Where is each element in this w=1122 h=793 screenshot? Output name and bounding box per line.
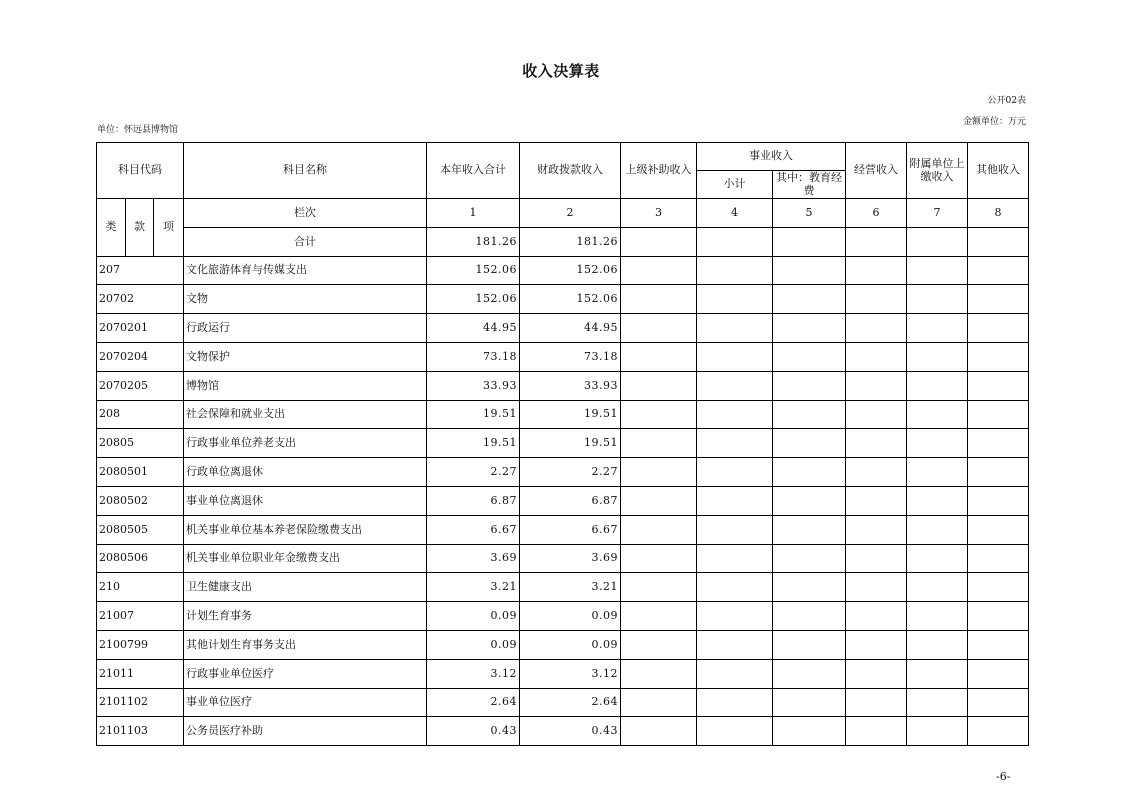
empty-cell (968, 515, 1029, 544)
empty-cell (621, 342, 697, 371)
subject-name: 卫生健康支出 (184, 573, 427, 602)
fiscal-income-value: 3.69 (520, 544, 621, 573)
empty-cell (621, 688, 697, 717)
empty-cell (621, 486, 697, 515)
empty-cell (846, 458, 907, 487)
header-subject-code: 科目代码 (97, 143, 184, 199)
amount-unit: 金额单位：万元 (962, 117, 1026, 127)
empty-cell (697, 630, 773, 659)
total-row (97, 227, 1029, 256)
subject-name: 机关事业单位职业年金缴费支出 (184, 544, 427, 573)
empty-cell (846, 573, 907, 602)
header-affiliated-income: 附属单位上缴收入 (907, 143, 968, 199)
empty-cell (773, 717, 846, 746)
column-index: 1 (427, 199, 520, 228)
table-row (97, 544, 1029, 573)
empty-cell (968, 371, 1029, 400)
column-index: 3 (621, 199, 697, 228)
empty-cell (697, 602, 773, 631)
empty-cell (773, 227, 846, 256)
empty-cell (697, 458, 773, 487)
total-income-value: 152.06 (427, 256, 520, 285)
empty-cell (968, 285, 1029, 314)
subject-code: 2070204 (97, 342, 184, 371)
header-subtotal: 小计 (697, 171, 773, 199)
page-number: -6- (996, 770, 1011, 783)
report-title: 收入决算表 (522, 62, 600, 80)
table-row (97, 602, 1029, 631)
fiscal-income-value: 73.18 (520, 342, 621, 371)
empty-cell (773, 429, 846, 458)
empty-cell (846, 515, 907, 544)
empty-cell (968, 429, 1029, 458)
empty-cell (846, 602, 907, 631)
subject-name: 行政单位离退休 (184, 458, 427, 487)
empty-cell (697, 400, 773, 429)
fiscal-income-value: 0.43 (520, 717, 621, 746)
subject-code: 21011 (97, 659, 184, 688)
empty-cell (968, 342, 1029, 371)
header-other-income: 其他收入 (968, 143, 1029, 199)
empty-cell (697, 659, 773, 688)
empty-cell (846, 717, 907, 746)
empty-cell (697, 371, 773, 400)
empty-cell (846, 256, 907, 285)
fiscal-income-value: 6.87 (520, 486, 621, 515)
empty-cell (773, 342, 846, 371)
empty-cell (621, 400, 697, 429)
empty-cell (907, 285, 968, 314)
table-row (97, 371, 1029, 400)
header-fiscal-income: 财政拨款收入 (520, 143, 621, 199)
empty-cell (968, 544, 1029, 573)
total-income-value: 3.69 (427, 544, 520, 573)
empty-cell (621, 371, 697, 400)
total-income-value: 3.12 (427, 659, 520, 688)
header-superior-subsidy: 上级补助收入 (621, 143, 697, 199)
empty-cell (846, 371, 907, 400)
empty-cell (907, 458, 968, 487)
empty-cell (621, 314, 697, 343)
empty-cell (697, 544, 773, 573)
empty-cell (968, 717, 1029, 746)
total-income-value: 73.18 (427, 342, 520, 371)
header-lei: 类 (97, 199, 126, 257)
fiscal-income-value: 33.93 (520, 371, 621, 400)
total-label: 合计 (184, 227, 427, 256)
empty-cell (697, 285, 773, 314)
total-income-value: 2.64 (427, 688, 520, 717)
empty-cell (907, 486, 968, 515)
subject-name: 行政事业单位医疗 (184, 659, 427, 688)
table-row (97, 688, 1029, 717)
empty-cell (773, 400, 846, 429)
table-row (97, 515, 1029, 544)
empty-cell (621, 717, 697, 746)
empty-cell (697, 256, 773, 285)
total-income-value: 6.67 (427, 515, 520, 544)
table-row (97, 717, 1029, 746)
total-income-value: 0.09 (427, 630, 520, 659)
empty-cell (846, 314, 907, 343)
column-index: 5 (773, 199, 846, 228)
subject-name: 事业单位离退休 (184, 486, 427, 515)
total-income-value: 19.51 (427, 400, 520, 429)
total-income-value: 33.93 (427, 371, 520, 400)
fiscal-income-value: 19.51 (520, 400, 621, 429)
table-row (97, 285, 1029, 314)
empty-cell (621, 227, 697, 256)
table-row (97, 573, 1029, 602)
empty-cell (773, 630, 846, 659)
empty-cell (968, 573, 1029, 602)
empty-cell (907, 400, 968, 429)
table-row (97, 486, 1029, 515)
empty-cell (621, 256, 697, 285)
table-row (97, 400, 1029, 429)
empty-cell (697, 227, 773, 256)
subject-name: 事业单位医疗 (184, 688, 427, 717)
total-income-value: 44.95 (427, 314, 520, 343)
empty-cell (773, 458, 846, 487)
header-operating-income: 经营收入 (846, 143, 907, 199)
column-index: 8 (968, 199, 1029, 228)
fiscal-income-value: 2.64 (520, 688, 621, 717)
empty-cell (846, 400, 907, 429)
empty-cell (773, 486, 846, 515)
reporting-unit: 单位：怀远县博物馆 (97, 125, 179, 135)
empty-cell (968, 602, 1029, 631)
subject-name: 公务员医疗补助 (184, 717, 427, 746)
empty-cell (846, 659, 907, 688)
empty-cell (907, 630, 968, 659)
empty-cell (968, 659, 1029, 688)
subject-name: 行政运行 (184, 314, 427, 343)
empty-cell (773, 515, 846, 544)
subject-code: 20702 (97, 285, 184, 314)
fiscal-income-value: 0.09 (520, 630, 621, 659)
empty-cell (846, 285, 907, 314)
table-row (97, 659, 1029, 688)
table-row (97, 314, 1029, 343)
total-fiscal-value: 181.26 (520, 227, 621, 256)
empty-cell (621, 602, 697, 631)
empty-cell (846, 630, 907, 659)
empty-cell (697, 717, 773, 746)
column-index-label: 栏次 (184, 199, 427, 228)
empty-cell (968, 314, 1029, 343)
subject-code: 2100799 (97, 630, 184, 659)
empty-cell (621, 659, 697, 688)
subject-name: 文物保护 (184, 342, 427, 371)
fiscal-income-value: 6.67 (520, 515, 621, 544)
fiscal-income-value: 152.06 (520, 285, 621, 314)
empty-cell (907, 573, 968, 602)
empty-cell (907, 256, 968, 285)
total-income-value: 0.09 (427, 602, 520, 631)
subject-name: 其他计划生育事务支出 (184, 630, 427, 659)
fiscal-income-value: 2.27 (520, 458, 621, 487)
column-index: 4 (697, 199, 773, 228)
fiscal-income-value: 44.95 (520, 314, 621, 343)
subject-code: 2101103 (97, 717, 184, 746)
empty-cell (697, 515, 773, 544)
column-index: 2 (520, 199, 621, 228)
header-total-income: 本年收入合计 (427, 143, 520, 199)
empty-cell (968, 400, 1029, 429)
table-row (97, 429, 1029, 458)
form-code: 公开02表 (987, 96, 1026, 106)
empty-cell (907, 717, 968, 746)
empty-cell (697, 314, 773, 343)
table-row (97, 630, 1029, 659)
empty-cell (697, 486, 773, 515)
empty-cell (621, 429, 697, 458)
total-income-value: 152.06 (427, 285, 520, 314)
fiscal-income-value: 3.21 (520, 573, 621, 602)
subject-code: 2080505 (97, 515, 184, 544)
income-final-accounts-table (96, 142, 1029, 746)
empty-cell (907, 314, 968, 343)
empty-cell (846, 688, 907, 717)
empty-cell (621, 515, 697, 544)
subject-code: 2070205 (97, 371, 184, 400)
subject-name: 文化旅游体育与传媒支出 (184, 256, 427, 285)
empty-cell (968, 256, 1029, 285)
empty-cell (697, 342, 773, 371)
subject-code: 2080506 (97, 544, 184, 573)
total-income-value: 2.27 (427, 458, 520, 487)
subject-code: 21007 (97, 602, 184, 631)
subject-code: 2080501 (97, 458, 184, 487)
total-income-value: 3.21 (427, 573, 520, 602)
empty-cell (846, 227, 907, 256)
empty-cell (773, 602, 846, 631)
total-income-value: 181.26 (427, 227, 520, 256)
empty-cell (621, 458, 697, 487)
empty-cell (773, 688, 846, 717)
empty-cell (907, 371, 968, 400)
empty-cell (907, 515, 968, 544)
empty-cell (907, 602, 968, 631)
subject-code: 20805 (97, 429, 184, 458)
subject-code: 2101102 (97, 688, 184, 717)
empty-cell (907, 544, 968, 573)
empty-cell (846, 486, 907, 515)
empty-cell (697, 429, 773, 458)
subject-code: 207 (97, 256, 184, 285)
empty-cell (907, 429, 968, 458)
empty-cell (907, 688, 968, 717)
fiscal-income-value: 0.09 (520, 602, 621, 631)
header-xiang: 项 (154, 199, 184, 257)
total-income-value: 19.51 (427, 429, 520, 458)
table-row (97, 256, 1029, 285)
fiscal-income-value: 19.51 (520, 429, 621, 458)
subject-name: 机关事业单位基本养老保险缴费支出 (184, 515, 427, 544)
table-row (97, 458, 1029, 487)
header-subject-name: 科目名称 (184, 143, 427, 199)
empty-cell (621, 544, 697, 573)
empty-cell (697, 573, 773, 602)
header-business-income: 事业收入 (697, 143, 846, 171)
header-kuan: 款 (126, 199, 154, 257)
fiscal-income-value: 3.12 (520, 659, 621, 688)
empty-cell (773, 573, 846, 602)
subject-code: 210 (97, 573, 184, 602)
empty-cell (907, 227, 968, 256)
empty-cell (621, 630, 697, 659)
total-income-value: 6.87 (427, 486, 520, 515)
subject-code: 208 (97, 400, 184, 429)
empty-cell (968, 688, 1029, 717)
subject-name: 社会保障和就业支出 (184, 400, 427, 429)
empty-cell (773, 314, 846, 343)
subject-code: 2080502 (97, 486, 184, 515)
empty-cell (846, 429, 907, 458)
empty-cell (773, 544, 846, 573)
empty-cell (968, 458, 1029, 487)
empty-cell (968, 227, 1029, 256)
subject-name: 计划生育事务 (184, 602, 427, 631)
empty-cell (773, 659, 846, 688)
empty-cell (968, 630, 1029, 659)
subject-name: 文物 (184, 285, 427, 314)
fiscal-income-value: 152.06 (520, 256, 621, 285)
empty-cell (697, 688, 773, 717)
subject-code: 2070201 (97, 314, 184, 343)
empty-cell (846, 544, 907, 573)
empty-cell (621, 285, 697, 314)
empty-cell (907, 659, 968, 688)
subject-name: 行政事业单位养老支出 (184, 429, 427, 458)
column-index-row (97, 199, 1029, 228)
empty-cell (773, 285, 846, 314)
header-edu-funds: 其中：教育经费 (773, 171, 846, 199)
empty-cell (846, 342, 907, 371)
subject-name: 博物馆 (184, 371, 427, 400)
total-income-value: 0.43 (427, 717, 520, 746)
empty-cell (621, 573, 697, 602)
table-row (97, 342, 1029, 371)
column-index: 6 (846, 199, 907, 228)
empty-cell (907, 342, 968, 371)
empty-cell (773, 256, 846, 285)
header-row-1 (97, 143, 1029, 171)
empty-cell (773, 371, 846, 400)
empty-cell (968, 486, 1029, 515)
column-index: 7 (907, 199, 968, 228)
